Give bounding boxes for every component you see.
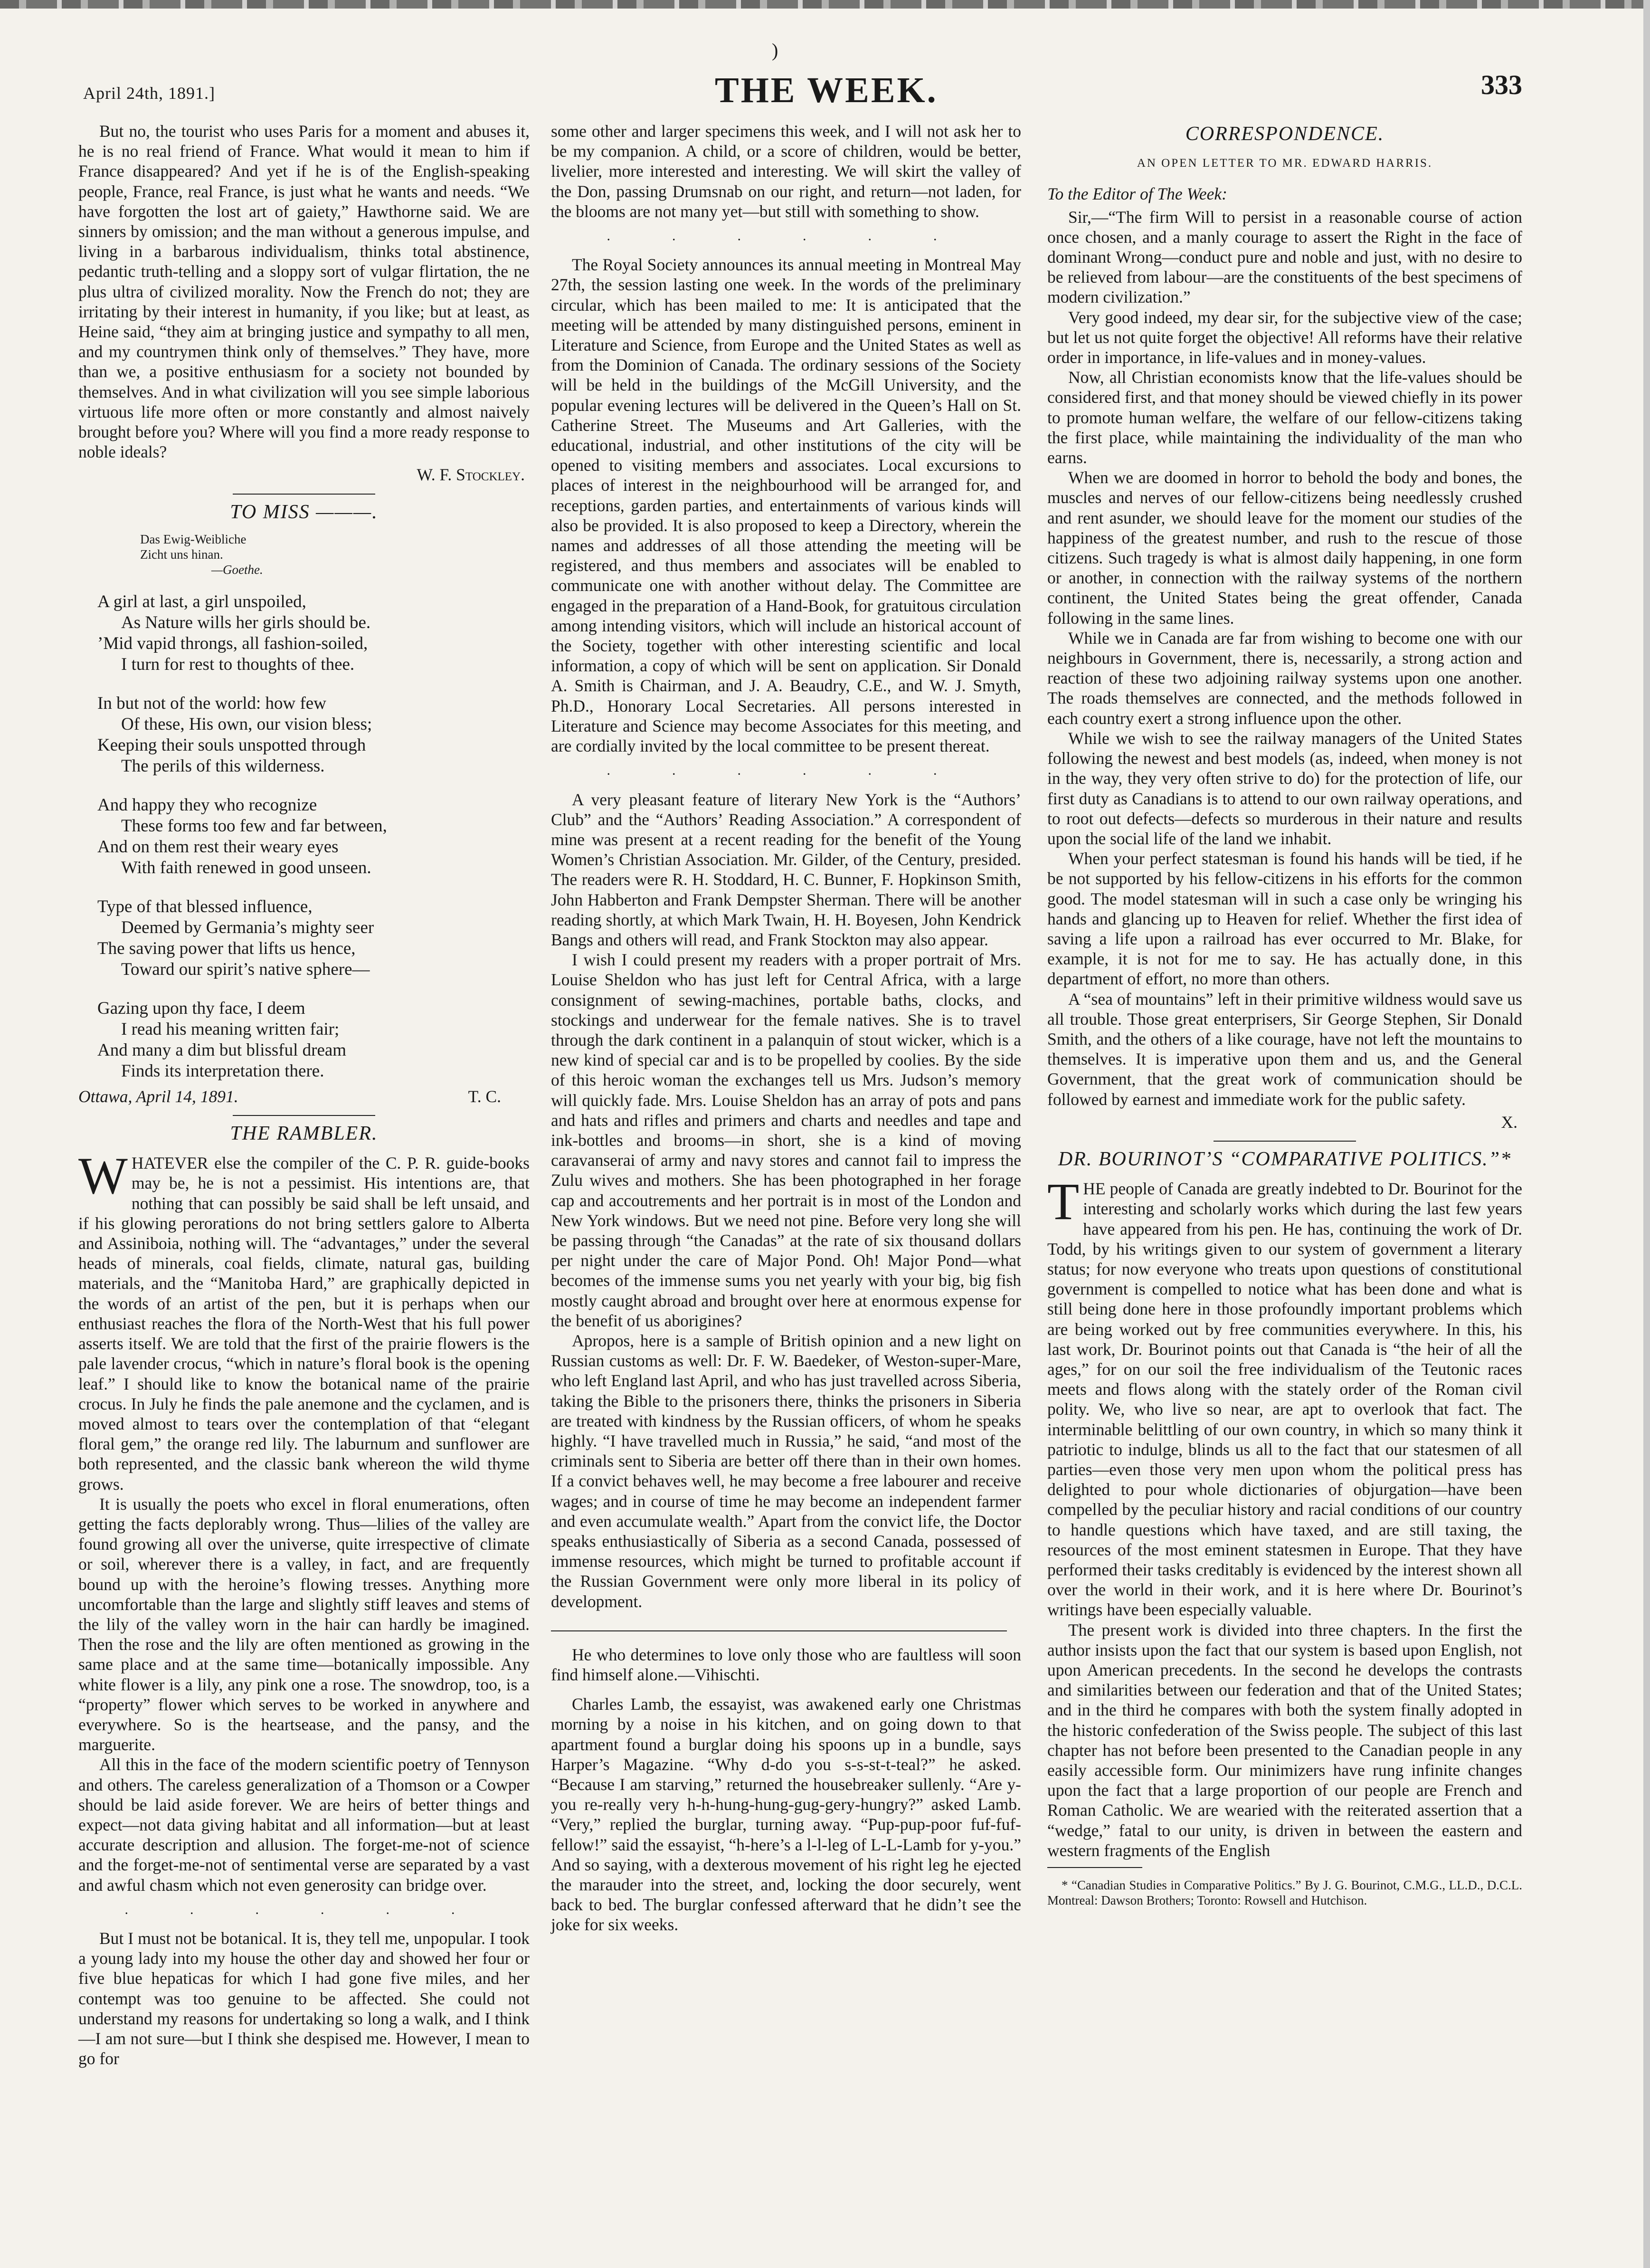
poem-footer [78,1086,501,1106]
verse-line: I turn for rest to thoughts of thee. [121,654,355,674]
top-edge-strip [0,0,1650,9]
paragraph: While we wish to see the railway managers of the United States following the newest and best models (as, indeed, when money is not in the way, they very often strive to do) for the protection of life, our first duty as Canadians is to attend to our own railway operations, and to root out defects—defects so murderous in their nature and results upon the social life of the land we inhabit. [1047,728,1522,848]
section-break: · · · · · · [606,232,966,248]
verse-line: And many a dim but blissful dream [97,1040,347,1060]
poem-title: TO MISS ———. [230,501,378,523]
signature: W. F. Stockley. [417,465,525,485]
salutation: To the Editor of The Week: [1047,184,1227,204]
stanza [97,896,530,980]
divider [1214,1141,1356,1142]
stanza [97,998,530,1082]
verse-line: ’Mid vapid throngs, all fashion-soiled, [97,633,368,653]
verse-line: Deemed by Germania’s mighty seer [121,917,374,937]
stanza [97,591,530,675]
column-middle [551,121,1021,1935]
epigraph-line: Das Ewig-Weibliche [140,532,247,546]
column-right [1047,121,1522,1908]
paragraph: HE people of Canada are greatly indebted to Dr. Bourinot for the interesting and scholarly works which during the last few years have appeared from his pen. He has, continuing the work of Dr. Todd, by his writings given to our system of government a literary status; for now everyone who treats upon questions of constitutional government is compelled to notice what has been done and what is still being done here in those profoundly important problems which are being worked out by free communities everywhere. In this, his last work, Dr. Bourinot points out that Canada is “the heir of all the ages,” for on our soil the free individualism of the Teutonic races meets and flows along with the stately order of the Roman civil polity. We, who live so near, are apt to overlook that fact. The interminable belittling of our own country, in which so many think it patriotic to indulge, blinds us all to the fact that our statesmen of all parties—even those very men upon whom the political press has delighted to pour whole dictionaries of objurgation—have been compelled by the peculiar history and racial conditions of our country to handle questions which have taxed, and are still taxing, the resources of the most eminent statesmen in Europe. That they have performed their tasks creditably is evidenced by the interest shown all over the world in their work, and it is here where Dr. Bourinot’s writings have been especially valuable. [1047,1179,1522,1620]
paragraph: He who determines to love only those who are faultless will soon find himself alone.—Vihischti. [551,1645,1021,1685]
verse-line: Finds its interpretation there. [121,1061,324,1081]
paragraph: HATEVER else the compiler of the C. P. R. guide-books may be, he is not a pessimist. His intentions are, that nothing that can possibly be said shall be left unsaid, and if his glowing perorations do not bring settlers galore to Alberta and Assiniboia, nothing will. The “advantages,” under the several heads of minerals, coal fields, climate, natural gas, building materials, and the “Manitoba Hard,” are graphically depicted in the words of an artist of the pen, but it is perhaps when our enthusiast reaches the flora of the North-West that his full power asserts itself. We are told that the first of the prairie flowers is the pale lavender crocus, “which in nature’s floral book is the opening leaf.” I should like to know the botanical name of the prairie crocus. In July he finds the pale anemone and the cyclamen, and is moved almost to tears over the contemplation of that “elegant floral gem,” the orange red lily. The laburnum and sunflower are both represented, and the classic bank whereon the wild thyme grows. [78,1153,530,1494]
verse-line: The saving power that lifts us hence, [97,938,356,958]
verse-line: The perils of this wilderness. [121,756,325,776]
masthead-title: THE WEEK. [715,70,938,110]
section-break: · · · · · · [124,1905,484,1921]
section-title-correspondence: CORRESPONDENCE. [1185,123,1384,145]
column-left [78,121,530,2068]
paragraph: While we in Canada are far from wishing to become one with our neighbours in Government, there is, necessarily, a strong action and reaction of these two adjoining railway systems upon one another. The roads themselves are connected, and the methods followed in each country exert a strong influence upon the other. [1047,628,1522,728]
verse-line: Keeping their souls unspotted through [97,735,366,755]
drop-cap: T [1047,1172,1080,1231]
issue-date: April 24th, 1891.] [83,84,215,103]
stanza [97,795,530,878]
section-title-bourinot: DR. BOURINOT’S “COMPARATIVE POLITICS.”* [1058,1148,1512,1170]
divider [1047,1867,1142,1868]
verse-line: A girl at last, a girl unspoiled, [97,591,306,611]
epigraph-source: —Goethe. [211,562,263,577]
verse-line: Type of that blessed influence, [97,896,313,916]
page-header [83,64,1522,110]
epigraph-line: Zicht uns hinan. [140,547,223,562]
paragraph: But no, the tourist who uses Paris for a moment and abuses it, he is no real friend of France. What would it mean to him if France disappeared? And yet if he is of the English-speaking people, France, real France, is just what he wants and needs. “We have forgotten the lost art of gaiety,” Hawthorne said. We are sinners by omission; and the man without a generous impulse, and living in a barbarous individualism, thinks total abstinence, pedantic truth-telling and a sloppy sort of vulgar flirtation, the ne plus ultra of civilized morality. Now the French do not; they are irritating by their interest in humanity, if you like; but at least, as Heine said, “they aim at bringing justice and sympathy to all men, and my countrymen think only of themselves.” They have, more than we, a positive enthusiasm for a society not bounded by themselves. And in what civilization will you see simple laborious virtuous life more often or more constantly and almost naively brought before you? Where will you find a more ready response to noble ideals? [78,122,530,462]
paragraph: It is usually the poets who excel in floral enumerations, often getting the facts deplorably wrong. Thus—lilies of the valley are found growing all over the universe, quite irrespective of climate or soil, wherever there is a valley, in fact, and are frequently bound up with the heroine’s flowing tresses. Anything more uncomfortable than the large and slightly stiff leaves and stems of the lily of the valley worn in the hair can hardly be imagined. Then the rose and the lily are often mentioned as growing in the same place and at the same time—botanically impossible. Any white flower is a lily, any pink one a rose. The snowdrop, too, is a “property” flower which serves to be worked in anywhere and everywhere. So is the heartsease, and the pansy, and the marguerite. [78,1494,530,1754]
verse-line: In but not of the world: how few [97,693,326,713]
page-edge [1643,0,1650,2268]
section-break: · · · · · · [606,766,966,782]
drop-cap: W [78,1147,128,1205]
poem-place-date: Ottawa, April 14, 1891. [78,1086,238,1106]
epigraph [140,532,530,577]
paragraph: A very pleasant feature of literary New York is the “Authors’ Club” and the “Authors’ Reading Association.” A correspondent of mine was present at a recent reading for the benefit of the Young Women’s Christian Association. Mr. Gilder, of the Century, presided. The readers were R. H. Stoddard, H. C. Bunner, F. Hopkinson Smith, John Habberton and Frank Dempster Sherman. There will be another reading shortly, at which Mark Twain, H. H. Boyesen, John Kendrick Bangs and others will read, and Frank Stockton may also appear. [551,790,1021,949]
paragraph: Charles Lamb, the essayist, was awakened early one Christmas morning by a noise in his kitchen, and on going down to that apartment found a burglar doing his spoons up in a bundle, says Harper’s Magazine. “Why d-do you s-s-st-t-teal?” he asked. “Because I am starving,” returned the housebreaker sullenly. “Are y-you re-really very h-h-hung-hung-gug-gery-hungry?” asked Lamb. “Very,” replied the burglar, turning away. “Pup-pup-poor fuf-fuf-fellow!” said the essayist, “h-here’s a l-l-leg of L-L-Lamb for y-you.” And so saying, with a dexterous movement of his right leg he ejected the marauder into the street, and, locking the door securely, went back to bed. The burglar confessed afterward that he didn’t see the joke for six weeks. [551,1695,1021,1934]
paragraph: Sir,—“The firm Will to persist in a reasonable course of action once chosen, and a manly courage to assert the Right in the face of dominant Wrong—conduct pure and noble and just, with no desire to be relieved from labour—are the constituents of the best specimens of modern civilization.” [1047,207,1522,307]
letter-subtitle: AN OPEN LETTER TO MR. EDWARD HARRIS. [1137,157,1433,170]
verse-line: These forms too few and far between, [121,816,387,836]
divider [551,1630,1007,1631]
page-number: 333 [1481,69,1522,100]
divider [233,1115,375,1116]
verse-line: Toward our spirit’s native sphere— [121,959,370,979]
paragraph: A “sea of mountains” left in their primitive wildness would save us all trouble. Those great enterprisers, Sir George Stephen, Sir Donald Smith, and the others of a like courage, have not left the mountains to themselves. It is imperative upon them and us, and the General Government, that the great work of communication should be followed by earnest and immediate work for the public safety. [1047,989,1522,1109]
paragraph: The present work is divided into three chapters. In the first the author insists upon the fact that our system is based upon English, not upon American precedents. In the second he develops the contrasts and similarities between our federation and that of the United States; and in the third he compares with both the system finally adopted in the historic confederation of the Swiss people. The subject of this last chapter has not before been presented to the Canadian people in any easily accessible form. Our minimizers have rung infinite changes upon the fact that a large proportion of our people are French and Roman Catholic. We are wearied with the reiterated assertion that a “wedge,” fatal to our unity, is driven in between the eastern and western fragments of the English [1047,1620,1522,1860]
paragraph: Apropos, here is a sample of British opinion and a new light on Russian customs as well: Dr. F. W. Baedeker, of Weston-super-Mare, who left England last April, and who has just travelled across Siberia, taking the Bible to the prisoners there, thinks the prisoners in Siberia are treated with kindness by the Russian officers, of whom he speaks highly. “I have travelled much in Russia,” he said, “and most of the criminals sent to Siberia are better off there than in their own homes. If a convict behaves well, he may become a free labourer and receive wages; and in course of time he may become an independent farmer and even accumulate wealth.” Apart from the convict life, the Doctor speaks enthusiastically of Siberia as a second Canada, possessed of immense resources, which might be turned to profitable account if the Russian Government were only more liberal in its policy of development. [551,1331,1021,1611]
paragraph: I wish I could present my readers with a proper portrait of Mrs. Louise Sheldon who has just left for Central Africa, with a large consignment of sewing-machines, portable baths, clocks, and stockings and underwear for the female natives. She is to travel through the dark continent in a palanquin of stout wicker, which is a new kind of special car and is to be propelled by coolies. By the side of this heroic woman the exchanges tell us Mrs. Judson’s memory will quickly fade. Mrs. Louise Sheldon has an array of pots and pans and hats and rifles and primers and charts and needles and tape and ink-bottles and brooms—in short, she is a kind of moving caravanserai of army and navy stores and cannot fail to impress the Zulu wives and mothers. She has been photographed in her forage cap and accoutrements and her portrait is in most of the London and New York windows. But we need not pine. Before very long she will be passing through “the Canadas” at the rate of six thousand dollars per night under the care of Major Pond. Oh! Major Pond—what becomes of the immense sums you net yearly with your big, big fish mostly caught abroad and brought over here at enormous expense for the benefit of us aborigines? [551,950,1021,1330]
stray-mark: ) [772,39,778,61]
paragraph: Now, all Christian economists know that the life-values should be considered first, and that money should be viewed chiefly in its power to promote human welfare, the welfare of our fellow-citizens taking the first place, while maintaining the individuality of the man who earns. [1047,368,1522,467]
paragraph: When your perfect statesman is found his hands will be tied, if he be not supported by his fellow-citizens in his efforts for the common good. The model statesman will in such a case only be wringing his hands and glancing up to Heaven for relief. Whether the first idea of saving a life upon a railroad has ever occurred to Mr. Blake, for example, it is not for me to say. He has actually done, in this department of effort, no more than others. [1047,849,1522,989]
verse-line: As Nature wills her girls should be. [121,612,371,632]
stanza [97,693,530,777]
review-opening [1047,1172,1522,1620]
verse-line: I read his meaning written fair; [121,1019,340,1039]
paragraph: But I must not be botanical. It is, they tell me, unpopular. I took a young lady into my house the other day and showed her four or five blue hepaticas for which I had gone five miles, and her contempt was too genuine to be affected. She could not understand my reasons for undertaking so long a walk, and I think—I am not sure—but I think she despised me. However, I mean to go for [78,1928,530,2068]
paragraph: Very good indeed, my dear sir, for the subjective view of the case; but let us not quite forget the objective! All reforms have their relative order in importance, in life-values and in money-values. [1047,307,1522,367]
section-title-rambler: THE RAMBLER. [230,1123,378,1145]
paragraph: The Royal Society announces its annual meeting in Montreal May 27th, the session lasting one week. In the words of the preliminary circular, which has been mailed to me: It is anticipated that the meeting will be attended by many distinguished persons, eminent in Literature and Science, from Europe and the United States as well as from the Dominion of Canada. The ordinary sessions of the Society will be held in the buildings of the McGill University, and the popular evening lectures will be delivered in the Queen’s Hall on St. Catherine Street. The Museums and Art Galleries, with the educational, industrial, and other institutions of the city will be opened to visiting members and associates. Local excursions to places of interest in the neighbourhood will be arranged for, and receptions, garden parties, and entertainments of various kinds will also be provided. It is also proposed to keep a Directory, wherein the names and addresses of all those attending the meeting will be registered, and thus members and associates will be enabled to communicate one with another without delay. The Committee are engaged in the preparation of a Hand-Book, for gratuitous circulation among intending visitors, which will include an historical account of the Society, together with other interesting scientific and local information, a copy of which will be sent on application. Sir Donald A. Smith is Chairman, and J. A. Beaudry, C.E., and W. J. Smyth, Ph.D., Honorary Local Secretaries. All persons interested in Literature and Science may become Associates for this meeting, and are cordially invited by the local committee to be present thereat. [551,255,1021,756]
divider [233,494,375,495]
verse-line: Of these, His own, our vision bless; [121,714,372,734]
verse-line: And happy they who recognize [97,795,317,815]
poem [97,591,530,1082]
rambler-opening [78,1147,530,1494]
poem-signature: T. C. [468,1086,501,1106]
verse-line: Gazing upon thy face, I deem [97,998,305,1018]
verse-line: And on them rest their weary eyes [97,837,339,857]
paragraph: some other and larger specimens this week, and I will not ask her to be my companion. A child, or a score of children, would be better, livelier, more interested and interesting. We will skirt the valley of the Don, passing Drumsnab on our right, and return—not laden, for the blooms are not many yet—but still with something to show. [551,122,1021,221]
paragraph: All this in the face of the modern scientific poetry of Tennyson and others. The careless generalization of a Thomson or a Cowper should be laid aside forever. We are heirs of better things and expect—not data giving habitat and all information—but at least accurate description and allusion. The forget-me-not of science and the forget-me-not of sentimental verse are separated by a vast and awful chasm which not even generosity can bridge over. [78,1755,530,1895]
verse-line: With faith renewed in good unseen. [121,858,371,877]
paragraph: When we are doomed in horror to behold the body and bones, the muscles and nerves of our fellow-citizens being needlessly crushed and rent asunder, we should leave for the moment our studies of the happiness of the greatest number, and rush to the rescue of those citizens. Such tragedy is what is almost daily happening, in one form or another, in connection with the railway systems of the northern continent, the United States being the great offender, Canada following in the same lines. [1047,468,1522,628]
footnote: * “Canadian Studies in Comparative Politics.” By J. G. Bourinot, C.M.G., LL.D., D.C.L. Montreal: Dawson Brothers; Toronto: Rowsell and Hutchison. [1047,1878,1522,1908]
signature: X. [1501,1112,1517,1132]
